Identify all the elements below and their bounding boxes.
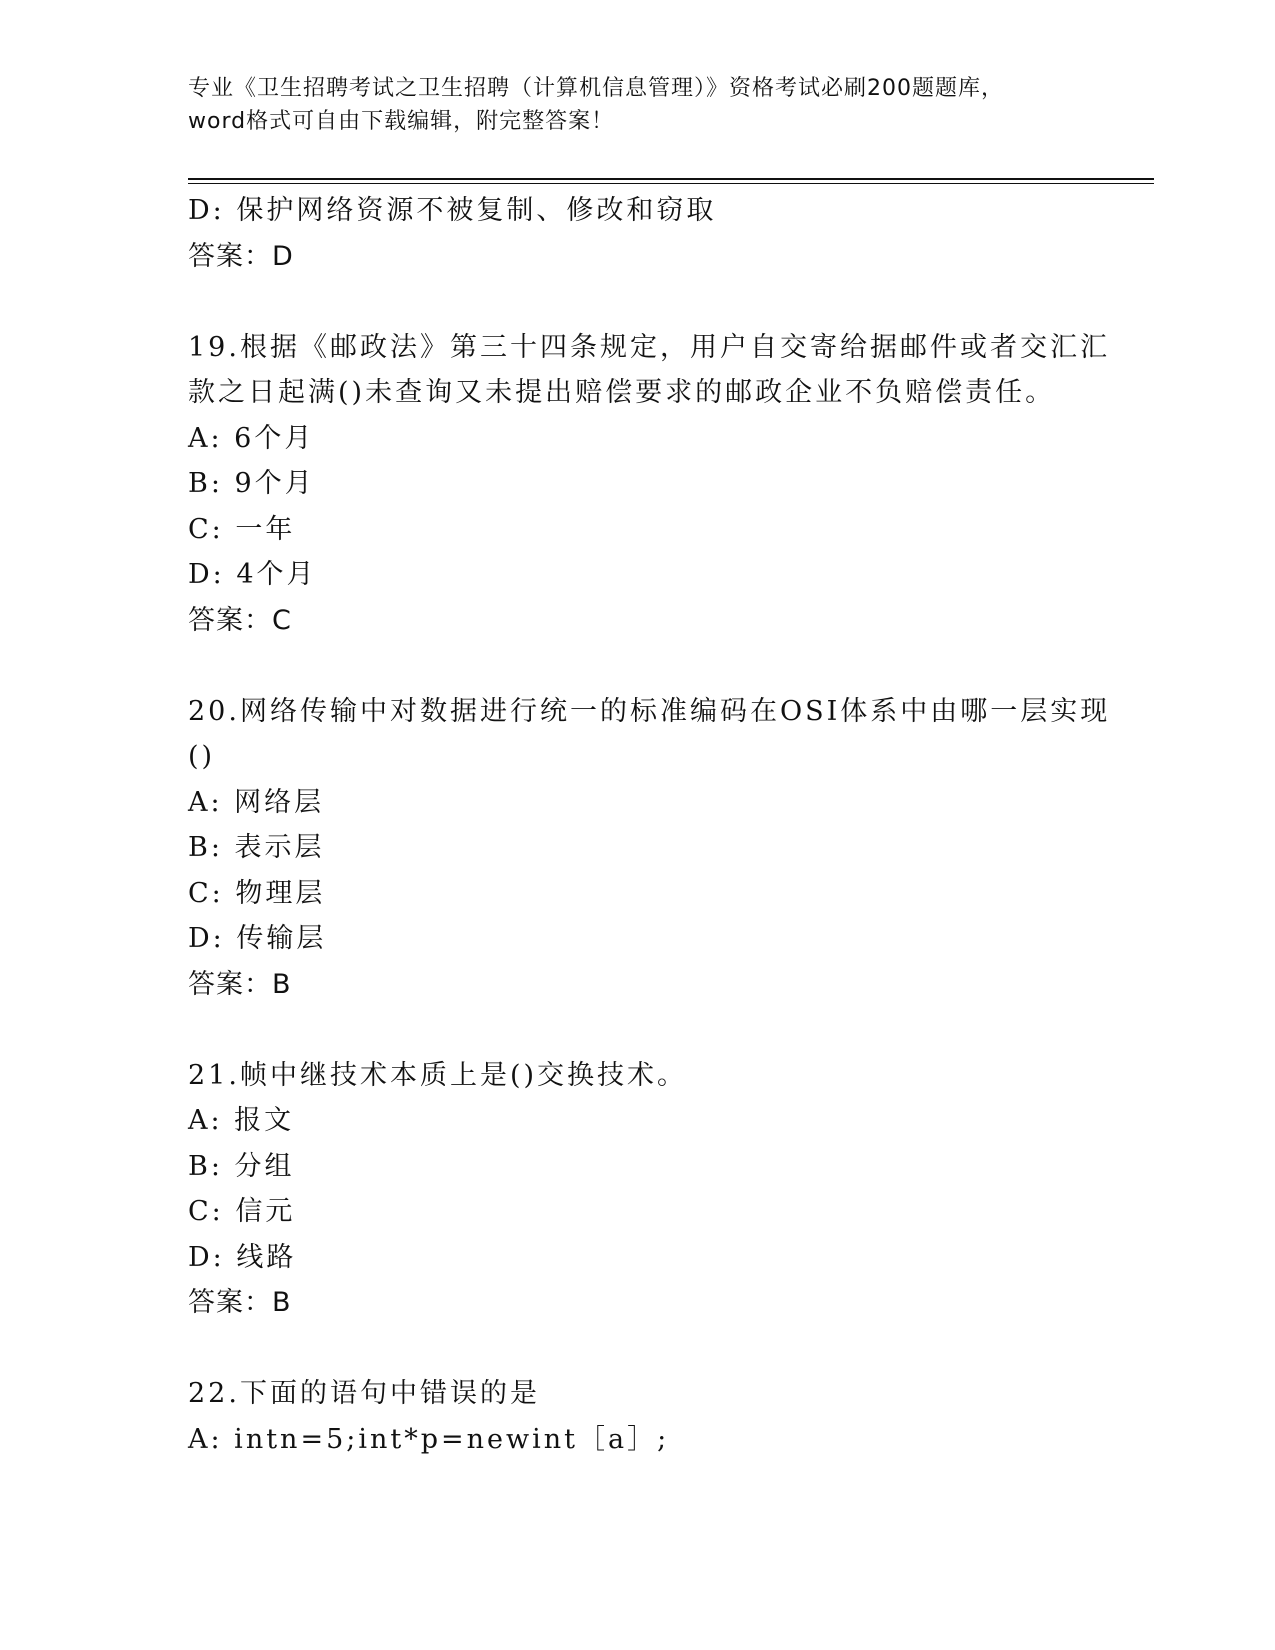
q20-option-b: B: 表示层 (188, 832, 325, 863)
prev-option-d: D: 保护网络资源不被复制、修改和窃取 (188, 195, 717, 226)
q19-option-b: B: 9个月 (188, 468, 315, 499)
q19-answer: 答案：C (188, 604, 292, 636)
q21-answer: 答案：B (188, 1287, 292, 1318)
q21-option-b: B: 分组 (188, 1150, 295, 1182)
q21-option-c: C: 信元 (188, 1196, 296, 1227)
header-title-line-2: word格式可自由下载编辑，附完整答案！ (188, 109, 615, 134)
spacer (188, 643, 1088, 689)
spacer (188, 1326, 1088, 1372)
document-header (188, 72, 1088, 138)
spacer (188, 279, 1088, 325)
q19-stem-line-2: 款之日起满()未查询又未提出赔偿要求的邮政企业不负赔偿责任。 (188, 377, 1056, 408)
q20-stem-line-2: () (188, 741, 216, 772)
q19-option-c: C: 一年 (188, 513, 296, 545)
q20-option-d: D: 传输层 (188, 923, 327, 954)
prev-answer: 答案：D (188, 240, 294, 272)
q20-option-a: A: 网络层 (188, 786, 325, 818)
header-divider-thin (188, 183, 1154, 184)
q22-option-a: A: intn=5;int*p=newint［a］; (188, 1423, 670, 1455)
q22-stem-line-1: 22.下面的语句中错误的是 (188, 1378, 540, 1409)
q19-stem-line-1: 19.根据《邮政法》第三十四条规定，用户自交寄给据邮件或者交汇汇 (188, 331, 1110, 363)
q20-answer: 答案：B (188, 968, 292, 1000)
spacer (188, 1007, 1088, 1053)
q19-option-d: D: 4个月 (188, 559, 317, 590)
header-divider-thick (188, 178, 1154, 180)
q20-stem-line-1: 20.网络传输中对数据进行统一的标准编码在OSI体系中由哪一层实现 (188, 695, 1111, 727)
q19-option-a: A: 6个月 (188, 422, 315, 454)
q21-option-d: D: 线路 (188, 1241, 297, 1273)
q21-stem-line-1: 21.帧中继技术本质上是()交换技术。 (188, 1059, 688, 1091)
q20-option-c: C: 物理层 (188, 877, 326, 909)
q21-option-a: A: 报文 (188, 1105, 295, 1136)
question-content (188, 188, 1111, 1462)
header-title-line-1: 专业《卫生招聘考试之卫生招聘（计算机信息管理）》资格考试必刷200题题库， (188, 76, 1004, 101)
